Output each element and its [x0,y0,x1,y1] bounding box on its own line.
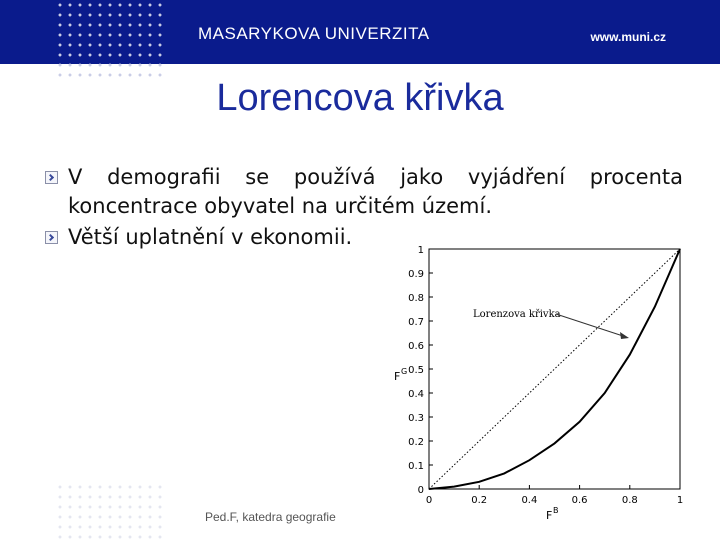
website-link[interactable]: www.muni.cz [590,30,666,44]
footer-text: Ped.F, katedra geografie [205,510,336,524]
x-tick-label: 1 [676,495,684,506]
lorenz-chart [380,236,720,540]
x-axis-label-sup: B [553,506,559,515]
bullet-text: Větší uplatnění v ekonomii. [68,225,353,249]
university-name: MASARYKOVA UNIVERZITA [198,24,430,43]
y-tick-label: 0.4 [408,389,424,400]
dot-pattern-footer [55,482,165,540]
y-tick-label: 0.2 [408,437,424,448]
x-tick-label: 0.2 [471,495,488,506]
bullet-text: V demografii se používá jako vyjádření procenta koncentrace obyvatel na určitém území. [68,165,683,218]
bullet-item [45,163,683,221]
y-tick-label: 0.7 [408,317,424,328]
y-tick-label: 0.9 [408,269,424,280]
bullet-arrow-icon [45,231,58,244]
y-axis-label-sup: G [401,367,408,376]
x-axis-label: F [546,509,553,522]
bullet-arrow-icon [45,171,58,184]
curve-annotation: Lorenzova křivka [473,309,561,320]
y-tick-label: 0.6 [408,341,424,352]
header-bar [0,0,720,64]
y-axis-label: F [394,370,401,383]
y-tick-label: 0.8 [408,293,424,304]
lorenz-figure [380,236,720,540]
slide-title: Lorencova křivka [216,77,504,119]
y-tick-label: 0.3 [408,413,424,424]
y-tick-label: 0.5 [408,365,424,376]
dot-pattern-logo [55,0,165,80]
y-tick-label: 0 [417,485,424,496]
x-tick-label: 0.4 [521,495,538,506]
x-tick-label: 0.8 [621,495,638,506]
x-tick-label: 0 [425,495,433,506]
y-tick-label: 0.1 [408,461,424,472]
x-tick-label: 0.6 [571,495,588,506]
y-tick-label: 1 [417,245,424,256]
